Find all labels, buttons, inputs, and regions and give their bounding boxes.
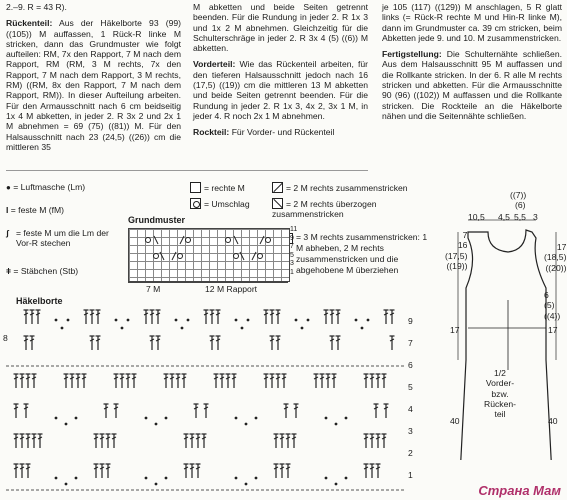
- schematic-right-17b: 17: [548, 325, 558, 335]
- haekelborte-row-numbers: 9 7 6 5 4 3 2 1: [408, 316, 413, 480]
- k2tog-icon: [272, 182, 283, 193]
- hook-icon: ʃ: [6, 228, 9, 238]
- haekelborte-title: Häkelborte: [16, 296, 63, 306]
- text-column-3: [382, 2, 562, 127]
- schematic-inner-label: 1/2 Vorder- bzw. Rücken- teil: [484, 368, 516, 420]
- legend-drei: = 3 M rechts zusammenstricken: 1 M abheben, 2 M rechts zusammenstricken und die abgehobene M überziehen: [296, 232, 430, 276]
- schematic-right-17: 17 (18,5) ((20)): [544, 242, 567, 273]
- grundmuster-title: Grundmuster: [128, 215, 186, 225]
- vorderteil-heading: Vorderteil:: [193, 59, 236, 70]
- col2-para1: M abketten und beide Seiten getrennt beenden. Für die Rundung in jeder 2. R 1x 3 und 1x 2 M abnehmen. Gleichzeitig für die Schulterschräge in jeder 2. R 3x 4 (5) ((6)) M abketten.: [193, 2, 368, 54]
- divider: [6, 170, 368, 171]
- ssk-icon: [272, 198, 283, 209]
- rockteil-heading: Rockteil:: [193, 127, 230, 138]
- haekelborte-chart: [6, 306, 406, 496]
- grundmuster-row-numbers: 11 9 7 5 3 1: [290, 226, 298, 276]
- legend-umschlag: = Umschlag: [190, 198, 250, 209]
- schematic-top-7: ((7)): [510, 190, 527, 200]
- schematic-top-3: 3: [533, 212, 538, 222]
- col3-para1: je 105 (117) ((129)) M anschlagen, 5 R glatt links (= Rück-R rechte M und Hin-R linke M), dann im Grundmuster ca. 39 cm stricken, beim Abketten jede 9. und 10. M zusammenstricken.: [382, 2, 562, 43]
- schematic-left-top: 7 16 (17,5) ((19)): [445, 230, 468, 271]
- legend-staebchen: ǂ = Stäbchen (Stb): [6, 266, 79, 276]
- grundmuster-baseline: [128, 282, 288, 283]
- fertigstellung-body: Die Schulternähte schließen. Aus dem Halsausschnitt 95 M auffassen und die Rollkante stricken. In der 6. R alle M rechts stricken und abketten. Für die Armausschnitte 90 (96) ((102)) M auffassen und die Rollkante stricken. Die Rockteile an die Häkelborte nähen und die Seitennähte schließen.: [382, 49, 562, 121]
- rueckenteil-body: Aus der Häkelborte 93 (99) ((105)) M auffassen, 1 Rück-R linke M stricken, dann das Grundmuster wie folgt aufteilen: RM, 7x den Rapport, 7 M nach dem Rapport, RM (RM, 3 M rechts, 7x den Rapport, 7 M nach dem Rapport, 3 M rechts, RM) ((RM, 8x den Rapport, 7 M nach dem Rapport, RM)). In dieser Aufteilung arbeiten. Für den Armausschnitt nach 6 cm beidseitig 1x 4 M abketten, in jeder 2. R 3x 2 und 2x 1 M abnehmen = 69 (75) ((81)) M. Für den Halsausschnitt nach 23 (24,5) ((26)) cm die mittleren 35: [6, 18, 181, 152]
- watermark: Страна Мам: [478, 482, 561, 498]
- grundmuster-label-7m: 7 M: [146, 284, 161, 294]
- legend-feste: I = feste M (fM): [6, 205, 65, 215]
- rockteil-body: Für Vorder- und Rückenteil: [231, 127, 335, 138]
- vorderteil-body: Wie das Rückenteil arbeiten, für den tieferen Halsausschnitt jedoch nach 16 (17,5) ((19)) cm die mittleren 13 M abketten und beide Seiten getrennt beenden. Für die Rundung in jeder 2. R 1x 3, 4x 2, 3x 1 M, in jeder 4. R noch 2x 1 M abnehmen.: [193, 59, 369, 121]
- grundmuster-label-rapport: 12 M Rapport: [205, 284, 258, 294]
- legend-rechte: = rechte M: [190, 182, 245, 193]
- rueckenteil-heading: Rückenteil:: [6, 18, 53, 29]
- first-line: 2.–9. R = 43 R).: [6, 2, 67, 12]
- schematic-top-6: (6): [515, 200, 526, 210]
- schematic-right-6: 6 (5) ((4)): [544, 290, 561, 321]
- single-crochet-icon: I: [6, 205, 9, 215]
- schematic-top-105: 10,5: [468, 212, 485, 222]
- knit-stitch-icon: [190, 182, 201, 193]
- schematic-top-55: 5,5: [514, 212, 526, 222]
- legend-feste-um: ʃ = feste M um die Lm der Vor-R stechen: [6, 228, 109, 249]
- yarn-over-icon: [190, 198, 201, 209]
- double-crochet-icon: ǂ: [6, 266, 12, 276]
- chain-icon: ●: [6, 183, 11, 192]
- schematic-top-45: 4,5: [498, 212, 510, 222]
- schematic-left-40: 40: [450, 416, 460, 426]
- legend-luftmasche: ● = Luftmasche (Lm): [6, 182, 86, 192]
- text-column-2: [193, 2, 368, 144]
- legend-zwei-rechts: = 2 M rechts zusammenstricken: [272, 182, 408, 193]
- haekelborte-left-row: 8: [3, 333, 8, 343]
- grundmuster-symbols: [128, 228, 288, 280]
- fertigstellung-heading: Fertigstellung:: [382, 49, 442, 60]
- schematic-left-17: 17: [450, 325, 460, 335]
- legend-zwei-ueberzogen: = 2 M rechts überzogen zusammenstricken: [272, 199, 377, 220]
- text-column-1: [6, 2, 181, 158]
- schematic-right-40: 40: [548, 416, 558, 426]
